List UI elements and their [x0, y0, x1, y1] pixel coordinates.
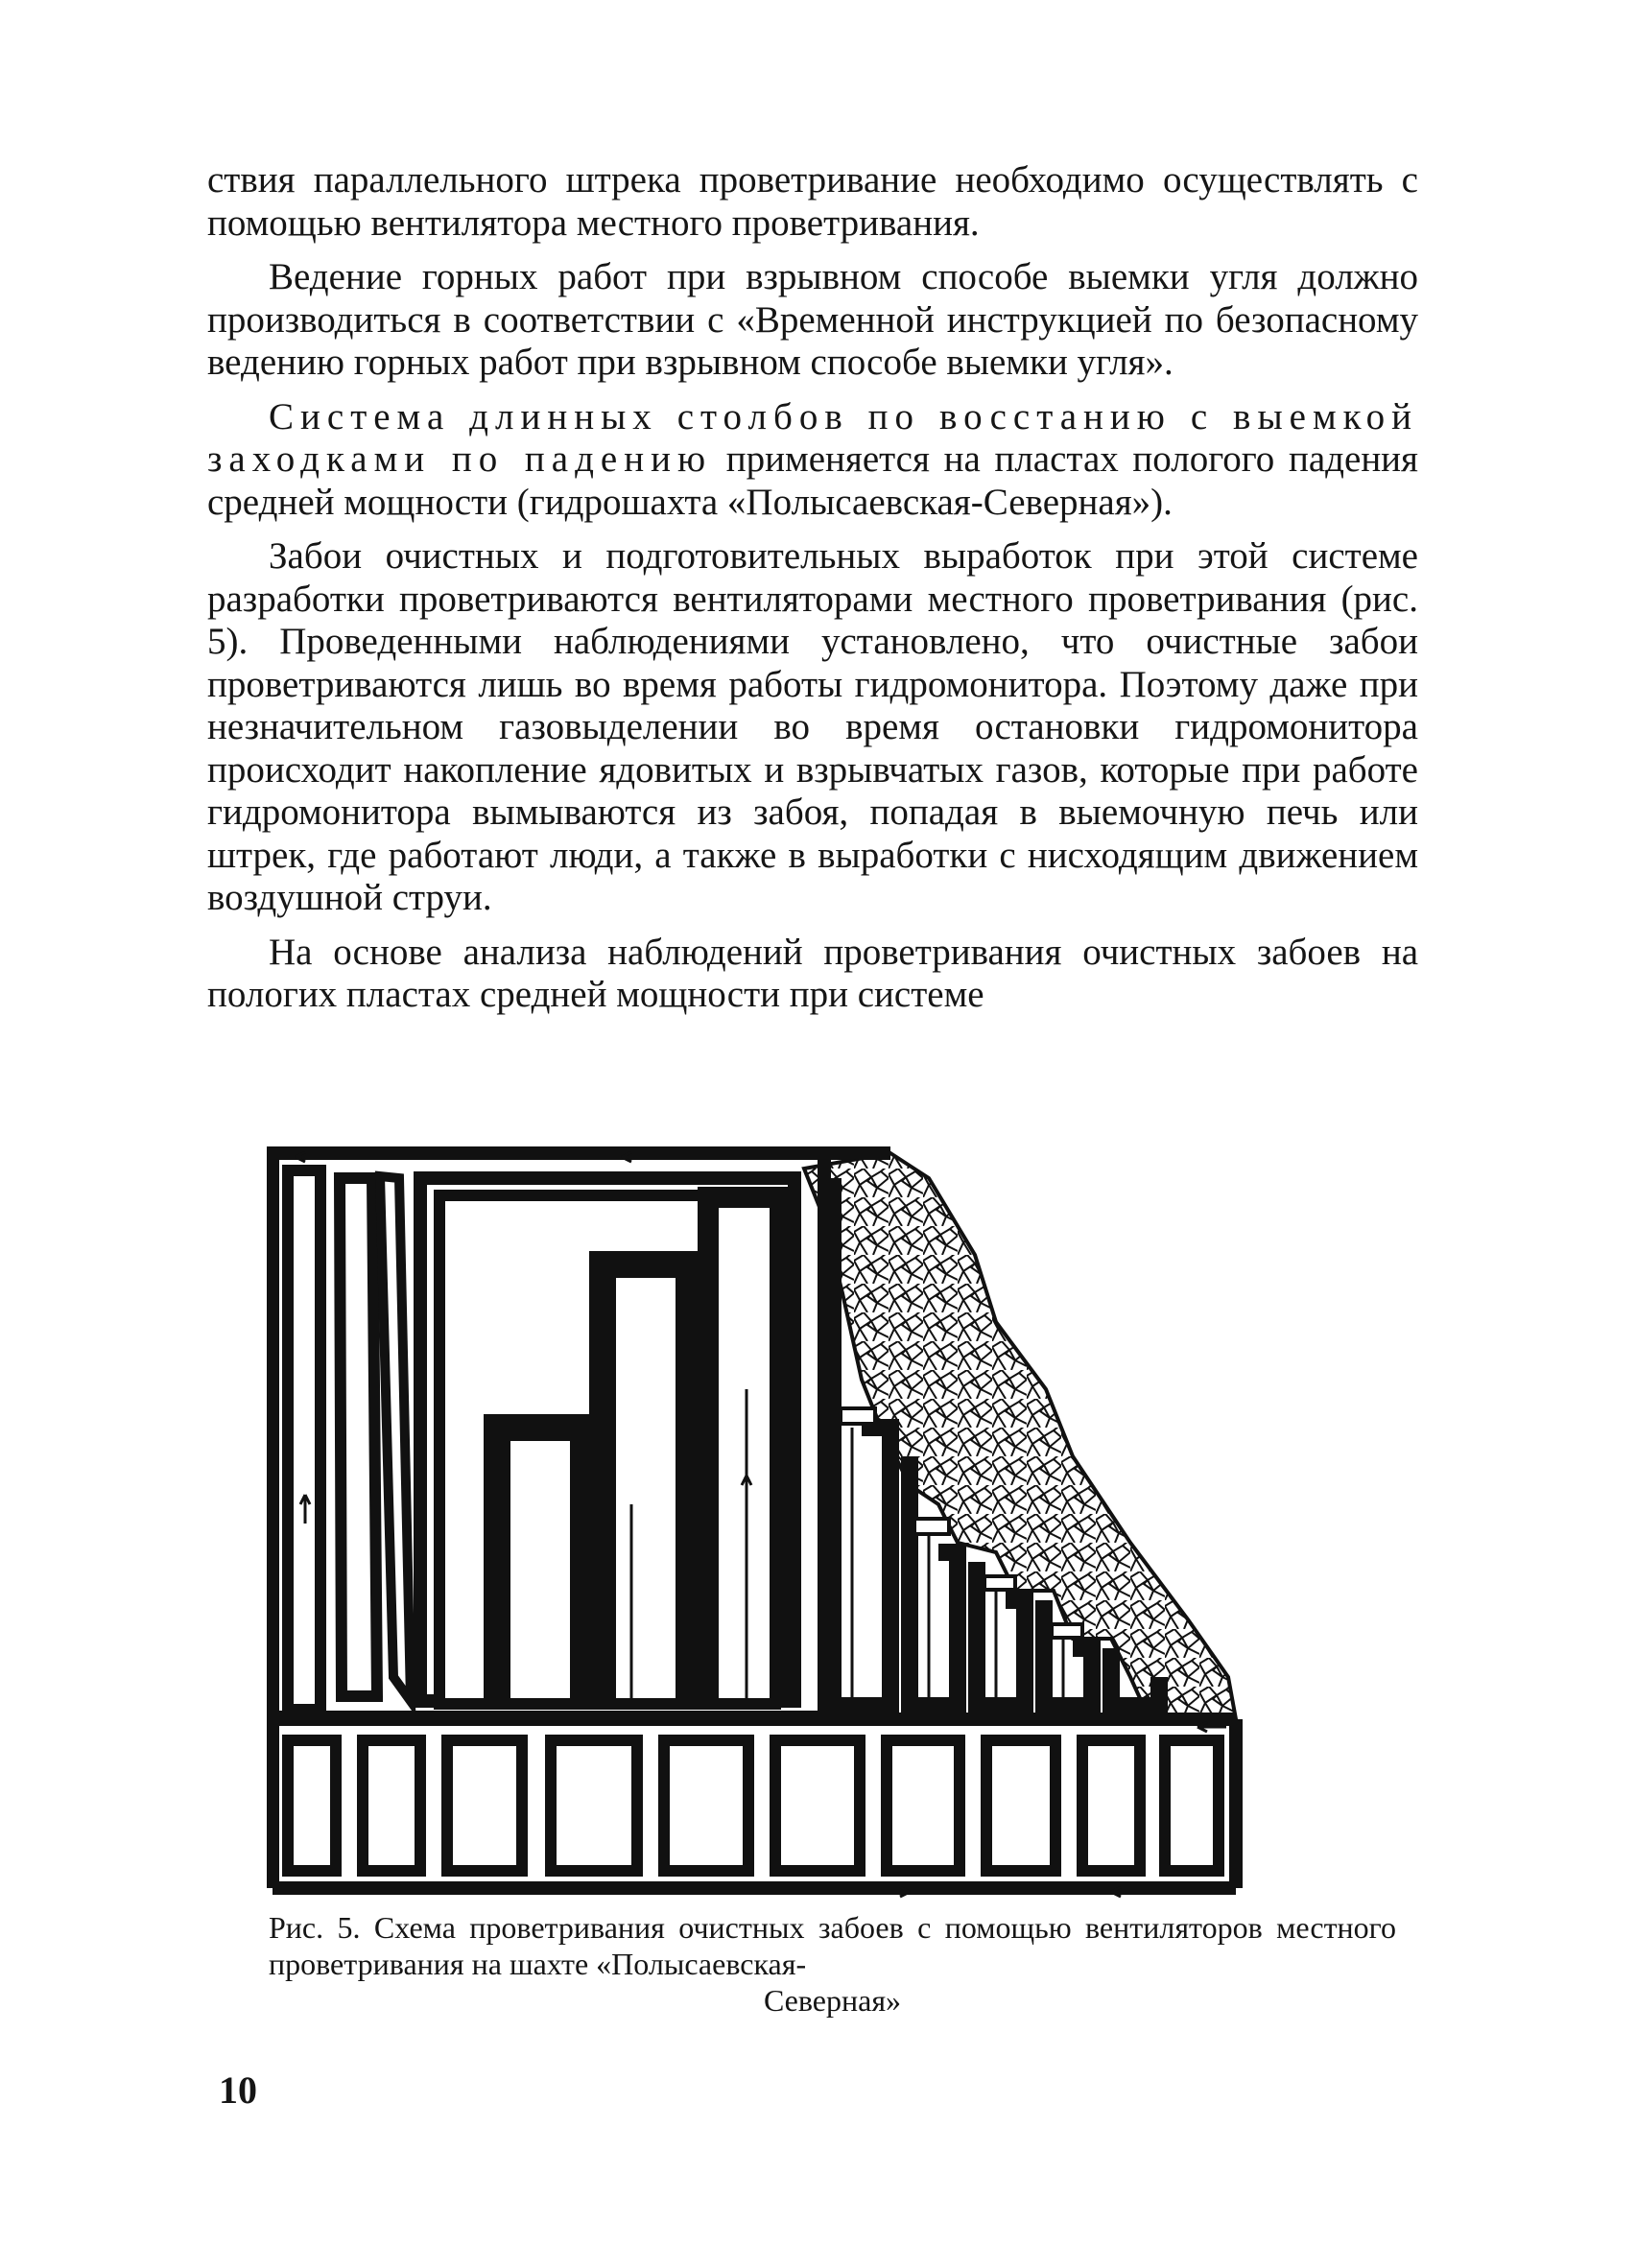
paragraph-4: Забои очистных и подготовительных выработок при этой системе разработки проветриваются вентиляторами местного проветривания (рис. 5). Проведенными наблюдениями установлено, что очистные забои проветриваются лишь во время работы гидромонитора. Поэтому даже при незначительном газовыделении во время остановки гидромонитора происходит накопление ядовитых и взрывчатых газов, которые при работе гидромонитора вымываются из забоя, попадая в выемочную печь или штрек, где работают люди, а также в выработки с нисходящим движением воздушной струи. [207, 535, 1418, 918]
ventilation-scheme-figure [267, 1140, 1409, 1907]
paragraph-3 [207, 396, 1418, 525]
mine-drawing [273, 1152, 1236, 1897]
caption-text: Рис. 5. Схема проветривания очистных забоев с помощью вентиляторов местного проветривания на шахте «Полысаевская- [269, 1910, 1396, 1981]
body-text [207, 159, 1418, 1028]
paragraph-3-rest: применяется на пластах пологого падения средней мощности (гидрошахта «Полысаевская-Северная»). [207, 438, 1418, 523]
page-number: 10 [219, 2068, 257, 2112]
caption-last-line: Северная» [763, 1983, 902, 2018]
paragraph-2: Ведение горных работ при взрывном способе выемки угля должно производиться в соответствии с «Временной инструкцией по безопасному ведению горных работ при взрывном способе выемки угля». [207, 256, 1418, 383]
paragraph-5: На основе анализа наблюдений проветривания очистных забоев на пологих пластах средней мощности при системе [207, 931, 1418, 1015]
paragraph-1: ствия параллельного штрека проветривание необходимо осуществлять с помощью вентилятора местного проветривания. [207, 159, 1418, 244]
system-name-spaced: Система длинных столбов по восстанию с выемкой заходками по падению [207, 395, 1418, 480]
figure-caption [269, 1909, 1396, 2019]
